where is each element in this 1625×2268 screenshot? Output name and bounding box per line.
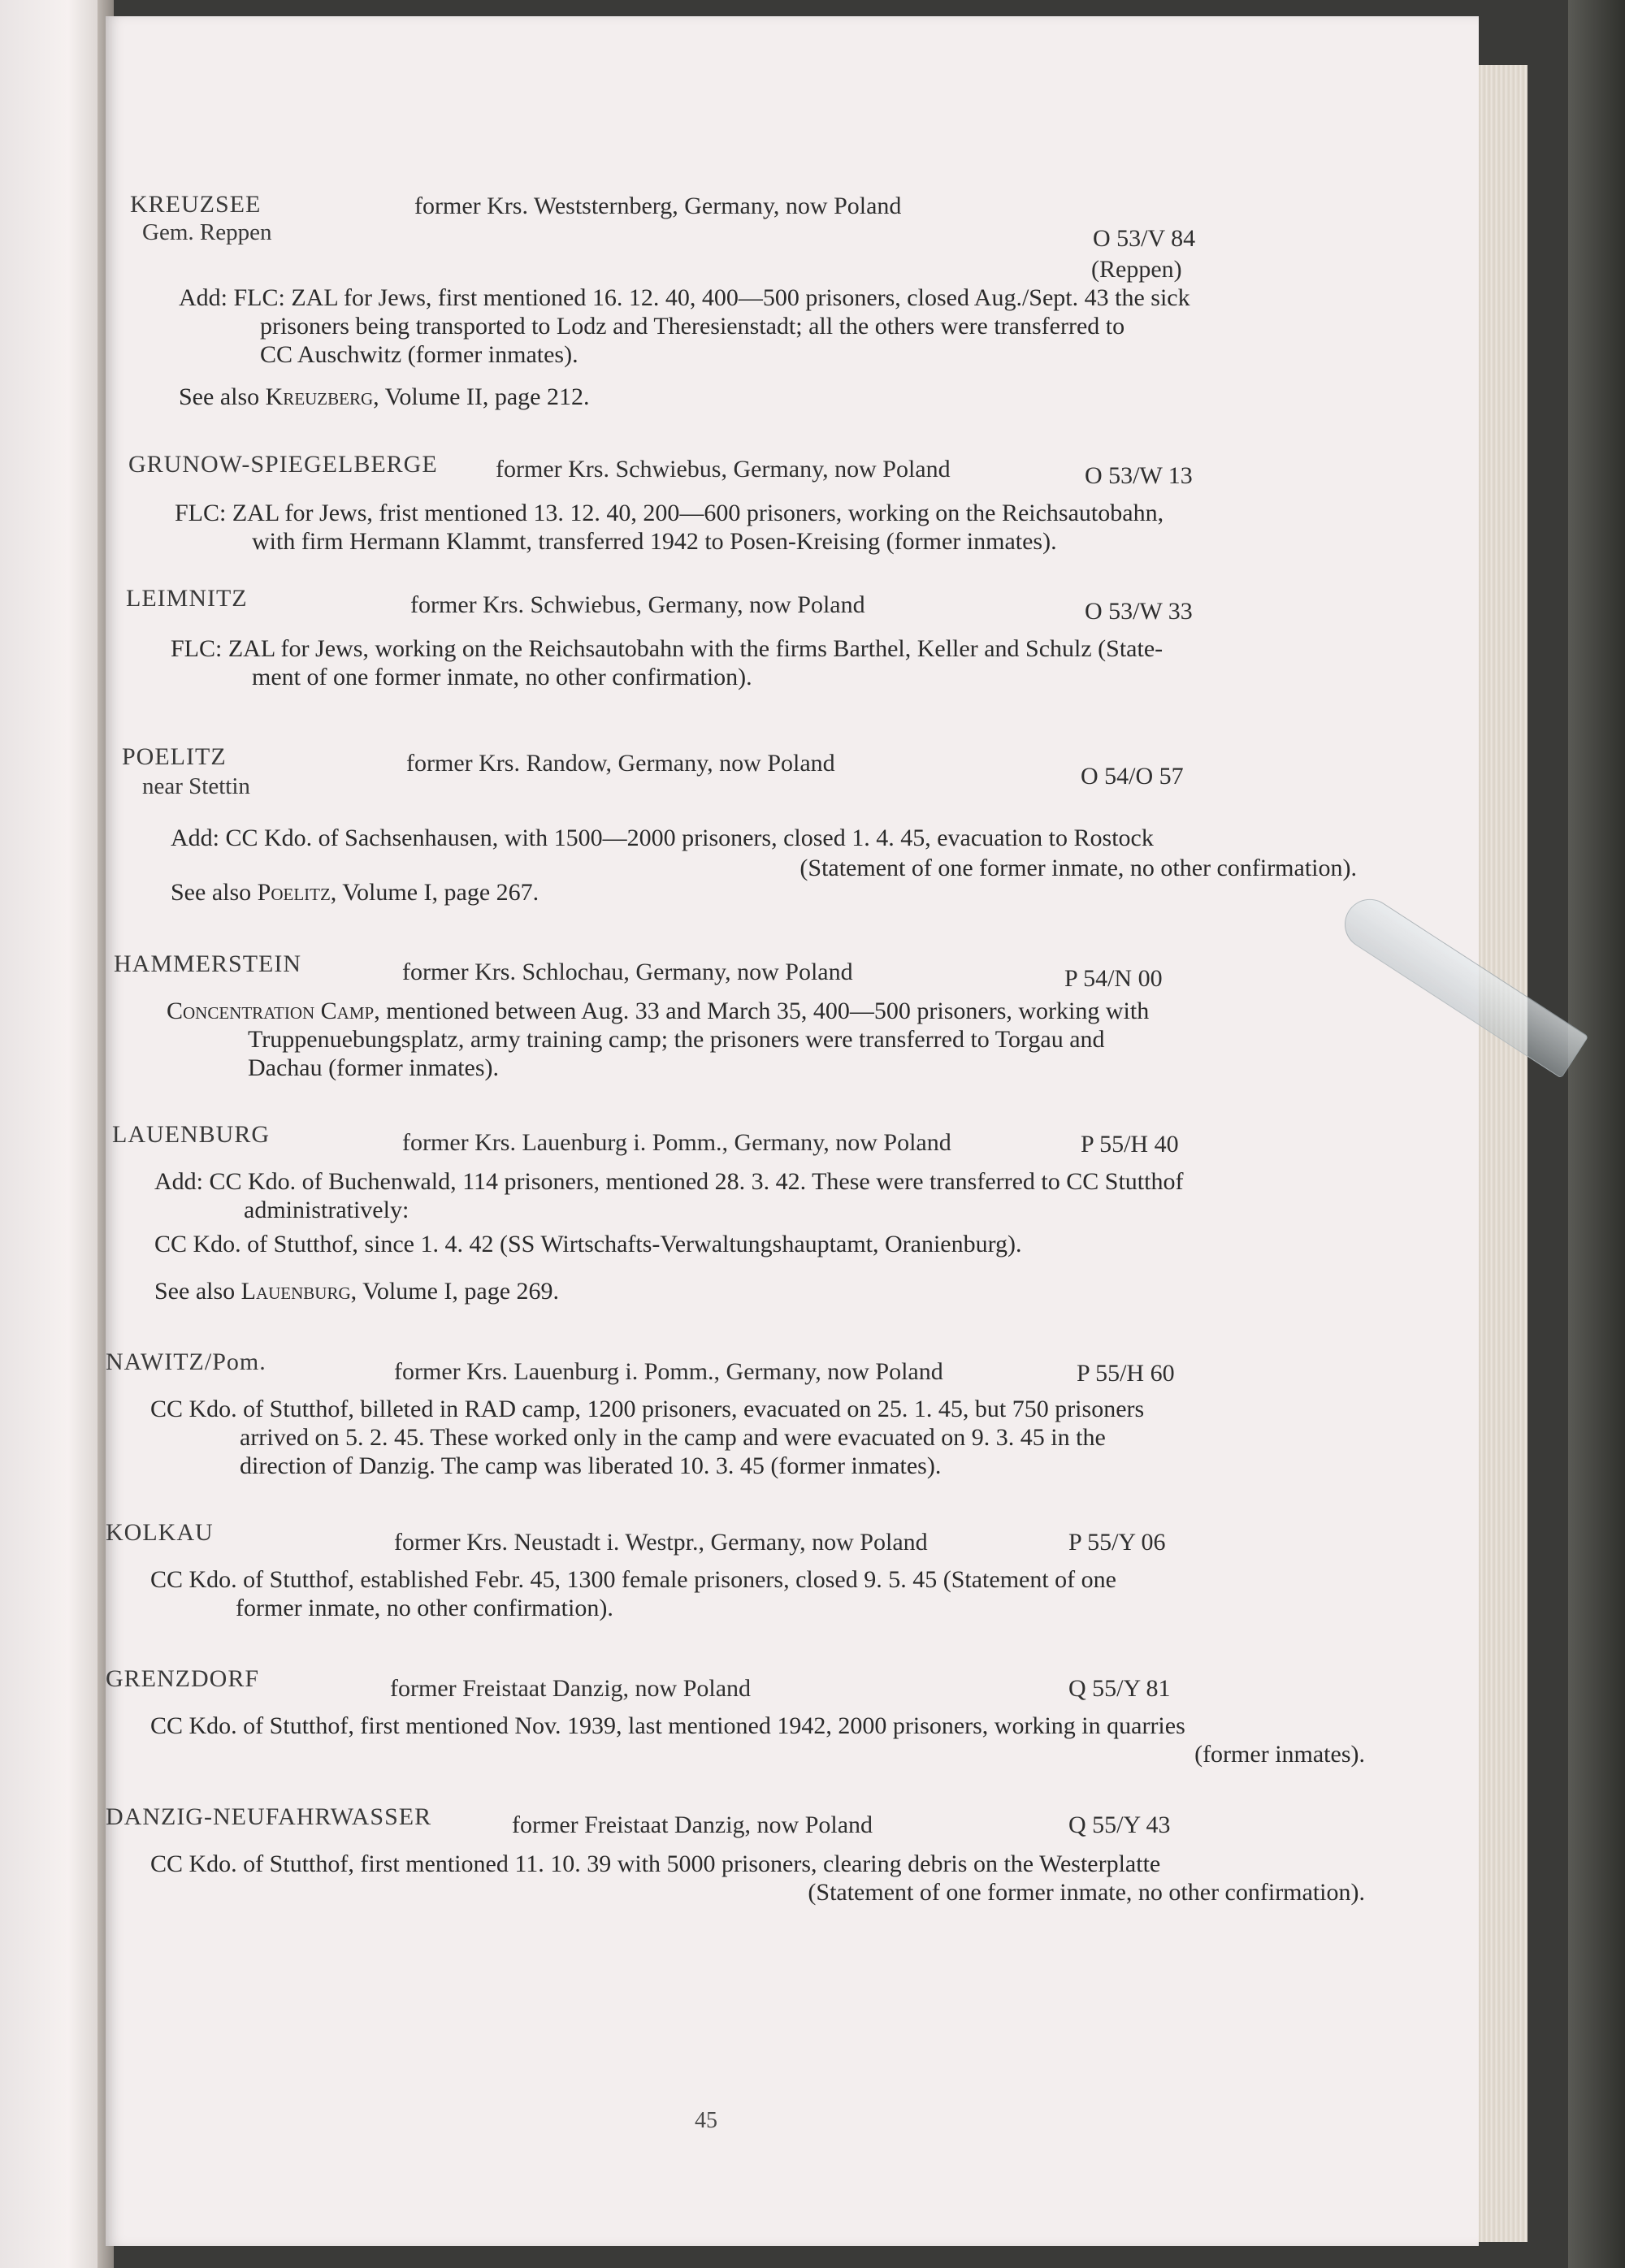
entry-name: GRENZDORF xyxy=(106,1665,260,1692)
entry-lead-smallcaps: Concentration Camp xyxy=(167,998,375,1024)
entry-coordinates: O 54/O 57 xyxy=(1081,763,1184,790)
entry-line: FLC: ZAL for Jews, frist mentioned 13. 12. 40, 200—600 prisoners, working on the Reichsautobahn, xyxy=(175,500,1164,526)
entry-name: GRUNOW-SPIEGELBERGE xyxy=(128,451,438,478)
book-cover-right xyxy=(1568,0,1625,2268)
entry-coordinates: P 55/H 40 xyxy=(1081,1131,1179,1158)
see-also-name: Lauenburg xyxy=(240,1278,351,1305)
entry-subtitle: near Stettin xyxy=(142,773,250,799)
entry-line: direction of Danzig. The camp was liberated 10. 3. 45 (former inmates). xyxy=(240,1452,942,1479)
entry-name: DANZIG-NEUFAHRWASSER xyxy=(106,1803,432,1830)
entry-coordinates: P 55/Y 06 xyxy=(1068,1529,1166,1556)
entry-name: KOLKAU xyxy=(106,1519,214,1546)
entry-line: FLC: ZAL for Jews, working on the Reichsautobahn with the firms Barthel, Keller and Schulz (State- xyxy=(171,635,1164,662)
see-also-prefix: See also xyxy=(171,879,258,906)
entry-line: prisoners being transported to Lodz and Theresienstadt; all the others were transferred to xyxy=(260,313,1125,340)
entry-line: Truppenuebungsplatz, army training camp; the prisoners were transferred to Torgau and xyxy=(248,1026,1105,1053)
entry-location: former Freistaat Danzig, now Poland xyxy=(390,1675,752,1702)
see-also-suffix: , Volume II, page 212. xyxy=(373,383,590,410)
entry-coordinates: O 53/W 13 xyxy=(1085,462,1193,489)
entry-coordinates-note: (Reppen) xyxy=(1091,256,1182,283)
entry-line: Add: CC Kdo. of Buchenwald, 114 prisoners, mentioned 28. 3. 42. These were transferred to CC Stutthof xyxy=(154,1168,1184,1195)
entry-location: former Krs. Lauenburg i. Pomm., Germany, now Poland xyxy=(402,1129,951,1156)
entry-line: ment of one former inmate, no other confirmation). xyxy=(252,664,752,690)
entry-location: former Freistaat Danzig, now Poland xyxy=(512,1811,873,1838)
entry-line: CC Kdo. of Stutthof, billeted in RAD camp, 1200 prisoners, evacuated on 25. 1. 45, but 750 prisoners xyxy=(150,1396,1145,1422)
entry-coordinates: O 53/V 84 xyxy=(1093,225,1196,252)
entry-line: Add: CC Kdo. of Sachsenhausen, with 1500—2000 prisoners, closed 1. 4. 45, evacuation to Rostock xyxy=(171,825,1154,851)
page-number: 45 xyxy=(695,2108,717,2133)
entry-coordinates: O 53/W 33 xyxy=(1085,598,1193,625)
entry-coordinates: Q 55/Y 43 xyxy=(1068,1811,1171,1838)
entry-line: with firm Hermann Klammt, transferred 1942 to Posen-Kreising (former inmates). xyxy=(252,528,1057,555)
entry-subtitle: Gem. Reppen xyxy=(142,219,272,245)
entry-location: former Krs. Schwiebus, Germany, now Poland xyxy=(496,456,951,483)
entry-line: (Statement of one former inmate, no other confirmation). xyxy=(800,855,1357,881)
entry-location: former Krs. Schlochau, Germany, now Poland xyxy=(402,959,853,985)
entry-line: CC Kdo. of Stutthof, first mentioned 11. 10. 39 with 5000 prisoners, clearing debris on the Westerplatte xyxy=(150,1850,1161,1877)
page-content xyxy=(106,16,1479,2246)
entry-line: CC Kdo. of Stutthof, established Febr. 45, 1300 female prisoners, closed 9. 5. 45 (Statement of one xyxy=(150,1566,1116,1593)
entry-line: (former inmates). xyxy=(1194,1741,1365,1768)
see-also xyxy=(154,1278,559,1305)
entry-coordinates: P 55/H 60 xyxy=(1077,1360,1175,1387)
entry-line: former inmate, no other confirmation). xyxy=(236,1595,613,1621)
see-also-name: Poelitz xyxy=(257,879,331,906)
entry-line: administratively: xyxy=(244,1197,410,1223)
entry-name: POELITZ xyxy=(122,743,227,770)
entry-line: CC Auschwitz (former inmates). xyxy=(260,341,578,368)
entry-coordinates: Q 55/Y 81 xyxy=(1068,1675,1171,1702)
see-also-suffix: , Volume I, page 267. xyxy=(330,879,540,906)
entry-location: former Krs. Schwiebus, Germany, now Poland xyxy=(410,591,865,618)
see-also-name: Kreuzberg xyxy=(265,383,374,410)
entry-coordinates: P 54/N 00 xyxy=(1064,965,1163,992)
entry-line xyxy=(167,998,1361,1025)
document-page xyxy=(106,16,1479,2246)
entry-location: former Krs. Lauenburg i. Pomm., Germany, now Poland xyxy=(394,1358,943,1385)
see-also xyxy=(171,879,539,907)
entry-line: Add: FLC: ZAL for Jews, first mentioned 16. 12. 40, 400—500 prisoners, closed Aug./Sept. 43 the sick xyxy=(179,284,1190,311)
entry-name: LEIMNITZ xyxy=(126,585,248,612)
entry-line: Dachau (former inmates). xyxy=(248,1054,500,1081)
entry-line: (Statement of one former inmate, no other confirmation). xyxy=(808,1879,1365,1906)
entry-location: former Krs. Randow, Germany, now Poland xyxy=(406,750,835,777)
book-binding-left xyxy=(0,0,114,2268)
entry-line-rest: , mentioned between Aug. 33 and March 35, 400—500 prisoners, working with xyxy=(374,998,1150,1024)
entry-name: LAUENBURG xyxy=(112,1121,270,1148)
entry-line: CC Kdo. of Stutthof, since 1. 4. 42 (SS Wirtschafts-Verwaltungshauptamt, Oranienburg). xyxy=(154,1231,1022,1257)
entry-name: HAMMERSTEIN xyxy=(114,950,302,977)
entry-location: former Krs. Weststernberg, Germany, now Poland xyxy=(414,193,902,219)
entry-location: former Krs. Neustadt i. Westpr., Germany, now Poland xyxy=(394,1529,928,1556)
entry-line: CC Kdo. of Stutthof, first mentioned Nov. 1939, last mentioned 1942, 2000 prisoners, working in quarries xyxy=(150,1712,1185,1739)
entry-line: arrived on 5. 2. 45. These worked only in the camp and were evacuated on 9. 3. 45 in the xyxy=(240,1424,1106,1451)
see-also-prefix: See also xyxy=(154,1278,241,1305)
entry-name: NAWITZ/Pom. xyxy=(106,1348,266,1375)
see-also-prefix: See also xyxy=(179,383,266,410)
see-also-suffix: , Volume I, page 269. xyxy=(350,1278,560,1305)
see-also xyxy=(179,383,590,411)
entry-name: KREUZSEE xyxy=(130,191,262,218)
